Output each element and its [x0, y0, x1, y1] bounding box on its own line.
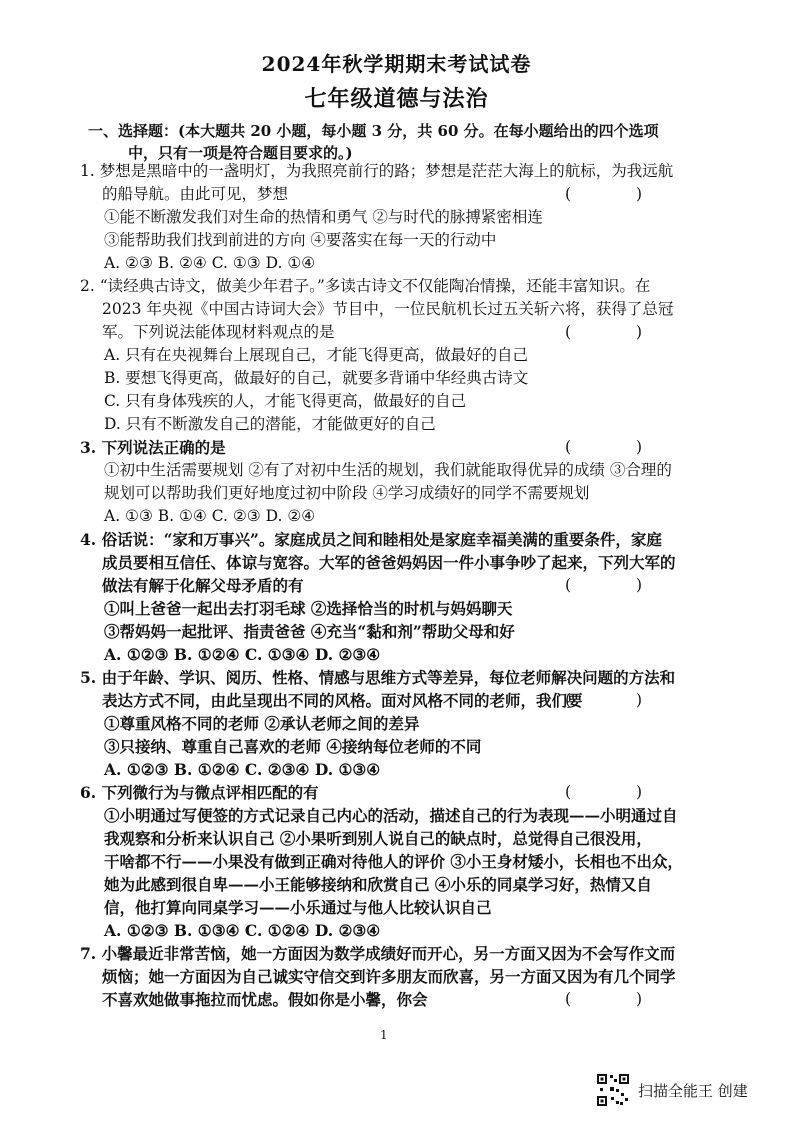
section-heading-line: 一、选择题：(本大题共 20 小题，每小题 3 分，共 60 分。在每小题给出的四个选项	[88, 122, 659, 140]
answer-bracket: ( )	[564, 990, 672, 1008]
question-list	[80, 160, 712, 1011]
question-stem-line: 不喜欢她做事拖拉而忧虑。假如你是小馨，你会	[102, 990, 428, 1009]
question-option-line: 规划可以帮助我们更好地度过初中阶段 ④学习成绩好的同学不需要规划	[104, 484, 590, 502]
question-item	[80, 781, 712, 942]
question-stem-line: 5. 由于年龄、学识、阅历、性格、情感与思维方式等差异，每位老师解决问题的方法和	[80, 668, 676, 687]
scanner-watermark	[596, 1072, 748, 1108]
question-item	[80, 436, 712, 528]
question-stem-line: 烦恼；她一方面因为自己诚实守信交到许多朋友而欣喜，另一方面又因为有几个同学	[102, 967, 676, 986]
question-option-line: C. 只有身体残疾的人，才能飞得更高，做最好的自己	[104, 392, 467, 410]
question-stem-line: 4. 俗话说：“家和万事兴”。家庭成员之间和睦相处是家庭幸福美满的重要条件，家庭	[80, 530, 662, 549]
question-stem-line: 3. 下列说法正确的是	[80, 438, 226, 457]
question-option-line: A. 只有在央视舞台上展现自己，才能飞得更高，做最好的自己	[104, 346, 529, 364]
question-option-line: ①初中生活需要规划 ②有了对初中生活的规划，我们就能取得优异的成绩 ③合理的	[104, 461, 672, 479]
question-item	[80, 528, 712, 666]
question-option-line: ③只接纳、尊重自己喜欢的老师 ④接纳每位老师的不同	[104, 737, 482, 756]
question-option-line: 她为此感到很自卑——小王能够接纳和欣赏自己 ④小乐的同桌学习好，热情又自	[104, 875, 652, 894]
question-option-line: ①尊重风格不同的老师 ②承认老师之间的差异	[104, 714, 420, 733]
answer-bracket: ( )	[564, 185, 672, 203]
question-option-line: 信，他打算向同桌学习——小乐通过与他人比较认识自己	[104, 898, 492, 917]
question-stem-line: 2. “读经典古诗文，做美少年君子。”多读古诗文不仅能陶冶情操，还能丰富知识。在	[80, 277, 651, 295]
question-item	[80, 275, 712, 436]
question-option-line: A. ①②③ B. ①②④ C. ①③④ D. ②③④	[104, 645, 381, 664]
question-option-line: ①能不断激发我们对生命的热情和勇气 ②与时代的脉搏紧密相连	[104, 208, 543, 226]
exam-subtitle: 七年级道德与法治	[304, 86, 489, 112]
question-option-line: ①小明通过写便签的方式记录自己内心的活动，描述自己的行为表现——小明通过自	[104, 806, 678, 825]
question-option-line: A. ②③ B. ②④ C. ①③ D. ①④	[104, 254, 316, 272]
exam-title: 2024年秋学期期末考试试卷	[261, 52, 532, 76]
qr-code-icon	[596, 1073, 630, 1107]
question-option-line: A. ①②③ B. ①③④ C. ①②④ D. ②③④	[104, 921, 381, 940]
question-stem-line: 成员要相互信任、体谅与宽容。大军的爸爸妈妈因一件小事争吵了起来，下列大军的	[102, 553, 676, 572]
question-option-line: D. 只有不断激发自己的潜能，才能做更好的自己	[104, 415, 436, 433]
question-item	[80, 666, 712, 781]
question-option-line: ①叫上爸爸一起出去打羽毛球 ②选择恰当的时机与妈妈聊天	[104, 599, 513, 618]
answer-bracket: ( )	[564, 783, 672, 801]
question-option-line: ③帮妈妈一起批评、指责爸爸 ④充当“黏和剂”帮助父母和好	[104, 622, 515, 641]
question-stem-line: 军。下列说法能体现材料观点的是	[102, 323, 335, 341]
page-number: 1	[380, 1028, 388, 1042]
answer-bracket: ( )	[564, 438, 672, 456]
question-option-line: A. ①②③ B. ①②④ C. ②③④ D. ①③④	[104, 760, 381, 779]
question-option-line: A. ①③ B. ①④ C. ②③ D. ②④	[104, 507, 316, 525]
question-option-line: B. 要想飞得更高，做最好的自己，就要多背诵中华经典古诗文	[104, 369, 529, 387]
answer-bracket: ( )	[564, 323, 672, 341]
question-stem-line: 7. 小馨最近非常苦恼，她一方面因为数学成绩好而开心，另一方面又因为不会写作文而	[80, 944, 676, 963]
question-option-line: ③能帮助我们找到前进的方向 ④要落实在每一天的行动中	[104, 231, 497, 249]
question-option-line: 干啥都不行——小果没有做到正确对待他人的评价 ③小王身材矮小，长相也不出众，	[104, 852, 683, 871]
answer-bracket: ( )	[564, 691, 672, 709]
question-stem-line: 表达方式不同，由此呈现出不同的风格。面对风格不同的老师，我们要	[102, 691, 583, 710]
question-stem-line: 的船导航。由此可见，梦想	[102, 185, 289, 203]
question-stem-line: 6. 下列微行为与微点评相匹配的有	[80, 783, 319, 802]
watermark-text: 扫描全能王 创建	[638, 1081, 748, 1100]
answer-bracket: ( )	[564, 576, 672, 594]
question-stem-line: 2023 年央视《中国古诗词大会》节目中，一位民航机长过五关斩六将，获得了总冠	[102, 300, 674, 318]
question-stem-line: 做法有解于化解父母矛盾的有	[102, 576, 304, 595]
question-item	[80, 160, 712, 275]
question-item	[80, 942, 712, 1011]
section-heading-line: 中，只有一项是符合题目要求的。)	[128, 144, 353, 162]
question-stem-line: 1. 梦想是黑暗中的一盏明灯，为我照亮前行的路；梦想是茫茫大海上的航标，为我远航	[80, 162, 674, 180]
question-option-line: 我观察和分析来认识自己 ②小果听到别人说自己的缺点时，总觉得自己很没用，	[104, 829, 652, 848]
section-heading	[88, 120, 708, 164]
